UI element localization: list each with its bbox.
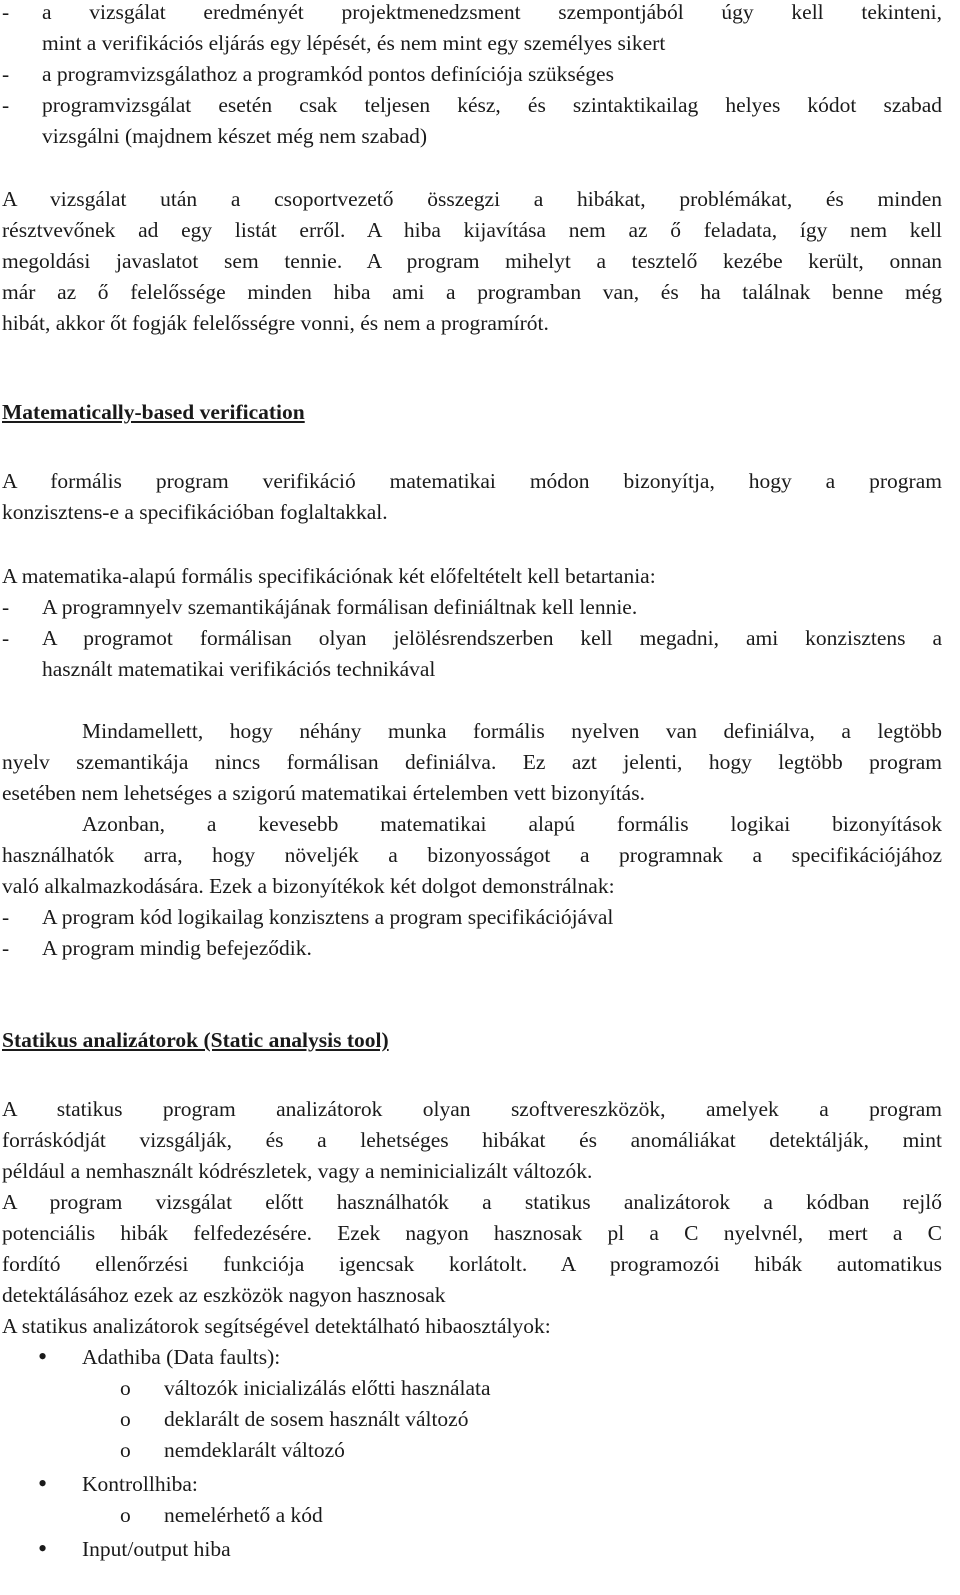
paragraph-line: A statikus analizátorok segítségével detektálható hibaosztályok: [2,1314,551,1338]
list-item-label: Adathiba (Data faults): [82,1345,281,1369]
bullet-icon: • [38,1534,48,1563]
paragraph-line: konzisztens-e a specifikációban foglaltakkal. [2,500,388,524]
list-item-text: vizsgálni (majdnem készet még nem szabad) [42,124,428,148]
list-item-label: Input/output hiba [82,1537,231,1561]
list-item-text: A program kód logikailag konzisztens a program specifikációjával [42,905,614,929]
paragraph-line: Azonban, a kevesebb matematikai alapú formális logikai bizonyítások [82,812,942,836]
list-item-text: A program mindig befejeződik. [42,936,312,960]
list-item-text: a vizsgálat eredményét projektmenedzsment szempontjából úgy kell tekinteni, [42,0,942,24]
section-heading: Statikus analizátorok (Static analysis tool) [2,1028,389,1052]
list-item-text: A programnyelv szemantikájának formálisan definiáltnak kell lennie. [42,595,638,619]
list-item-text: A programot formálisan olyan jelölésrendszerben kell megadni, ami konzisztens a [42,626,942,650]
paragraph-line: esetében nem lehetséges a szigorú matematikai értelemben vett bizonyítás. [2,781,645,805]
list-dash: - [2,905,10,929]
sub-list-item: változók inicializálás előtti használata [164,1376,491,1400]
paragraph-line: A program vizsgálat előtt használhatók a statikus analizátorok a kódban rejlő [2,1190,942,1214]
paragraph-line: A statikus program analizátorok olyan szoftvereszközök, amelyek a program [2,1097,942,1121]
sub-bullet-marker: o [120,1407,131,1431]
list-item-text: programvizsgálat esetén csak teljesen kész, és szintaktikailag helyes kódot szabad [42,93,942,117]
list-dash: - [2,626,10,650]
paragraph-line: Mindamellett, hogy néhány munka formális nyelven van definiálva, a legtöbb [82,719,942,743]
list-dash: - [2,93,10,117]
list-item-text: a programvizsgálathoz a programkód pontos definíciója szükséges [42,62,614,86]
paragraph-line: potenciális hibák felfedezésére. Ezek nagyon hasznosak pl a C nyelvnél, mert a C [2,1221,942,1245]
paragraph-line: hibát, akkor őt fogják felelősségre vonni, és nem a programírót. [2,311,549,335]
paragraph-line: fordító ellenőrzési funkciója igencsak korlátolt. A programozói hibák automatikus [2,1252,942,1276]
paragraph-line: megoldási javaslatot sem tennie. A program mihelyt a tesztelő kezébe került, onnan [2,249,942,273]
list-item-text: használt matematikai verifikációs technikával [42,657,436,681]
list-item-text: mint a verifikációs eljárás egy lépését, és nem mint egy személyes sikert [42,31,666,55]
sub-list-item: nemdeklarált változó [164,1438,345,1462]
bullet-icon: • [38,1342,48,1371]
paragraph-line: A formális program verifikáció matematikai módon bizonyítja, hogy a program [2,469,942,493]
paragraph-line: detektálásához ezek az eszközök nagyon hasznosak [2,1283,446,1307]
list-dash: - [2,0,10,24]
sub-bullet-marker: o [120,1438,131,1462]
sub-bullet-marker: o [120,1503,131,1527]
paragraph-line: résztvevőnek ad egy listát erről. A hiba kijavítása nem az ő feladata, így nem kell [2,218,942,242]
paragraph-line: például a nemhasznált kódrészletek, vagy a neminicializált változók. [2,1159,593,1183]
list-dash: - [2,595,10,619]
sub-list-item: nemelérhető a kód [164,1503,323,1527]
paragraph-line: A matematika-alapú formális specifikációnak két előfeltételt kell betartania: [2,564,656,588]
sub-list-item: deklarált de sosem használt változó [164,1407,469,1431]
bullet-icon: • [38,1469,48,1498]
paragraph-line: forráskódját vizsgálják, és a lehetséges hibákat és anomáliákat detektálják, mint [2,1128,942,1152]
list-dash: - [2,936,10,960]
sub-bullet-marker: o [120,1376,131,1400]
paragraph-line: A vizsgálat után a csoportvezető összegzi a hibákat, problémákat, és minden [2,187,942,211]
paragraph-line: nyelv szemantikája nincs formálisan definiálva. Ez azt jelenti, hogy legtöbb program [2,750,942,774]
paragraph-line: való alkalmazkodására. Ezek a bizonyítékok két dolgot demonstrálnak: [2,874,615,898]
paragraph-line: használhatók arra, hogy növeljék a bizonyosságot a programnak a specifikációjához [2,843,942,867]
section-heading: Matematically-based verification [2,400,305,424]
paragraph-line: már az ő felelőssége minden hiba ami a programban van, és ha találnak benne még [2,280,942,304]
list-dash: - [2,62,10,86]
list-item-label: Kontrollhiba: [82,1472,198,1496]
